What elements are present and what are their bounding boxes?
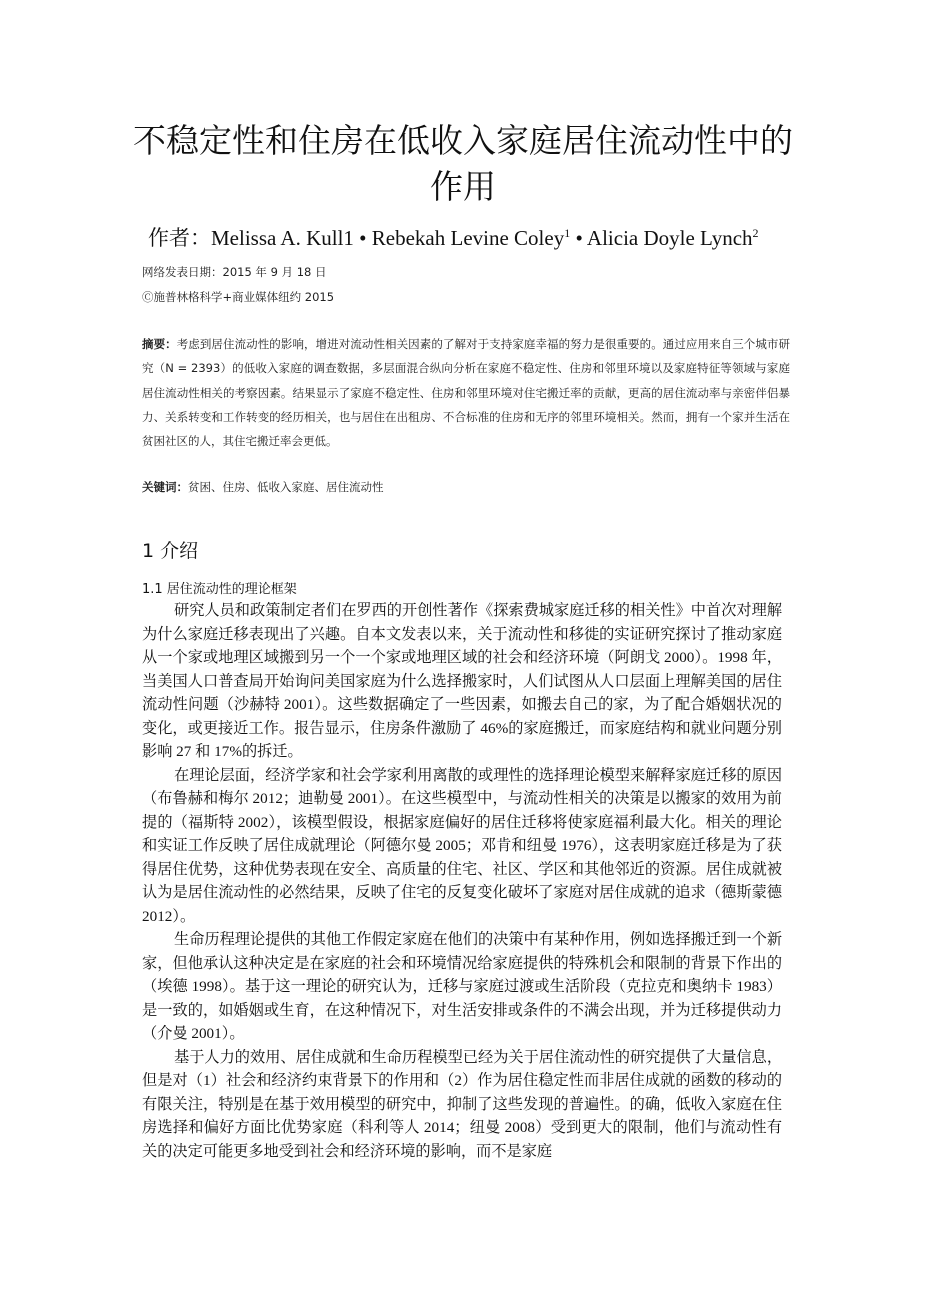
copyright-notice: Ⓒ施普林格科学+商业媒体纽约 2015 xyxy=(142,290,335,304)
publication-date: 网络发表日期：2015 年 9 月 18 日 xyxy=(142,265,327,279)
author-name: Alicia Doyle Lynch xyxy=(586,226,753,250)
abstract-text: 考虑到居住流动性的影响，增进对流动性相关因素的了解对于支持家庭幸福的努力是很重要的。通过应用来自三个城市研究（N = 2393）的低收入家庭的调查数据，多层面混合纵向分析在家庭不稳定性、住房和邻里环境以及家庭特征等领域与家庭居住流动性相关的考察因素。结果显示了家庭不稳定性、住房和邻里环境对住宅搬迁率的贡献，更高的居住流动率与亲密伴侣暴力、关系转变和工作转变的经历相关，也与居住在出租房、不合标准的住房和无序的邻里环境相关。然而，拥有一个家并生活在贫困社区的人，其住宅搬迁率会更低。 xyxy=(142,337,790,449)
body-text xyxy=(142,599,782,1163)
abstract xyxy=(142,332,790,453)
body-paragraph: 基于人力的效用、居住成就和生命历程模型已经为关于居住流动性的研究提供了大量信息，但是对（1）社会和经济约束背景下的作用和（2）作为居住稳定性而非居住成就的函数的移动的有限关注，特别是在基于效用模型的研究中，抑制了这些发现的普遍性。的确，低收入家庭在住房选择和偏好方面比优势家庭（科利等人 2014；纽曼 2008）受到更大的限制，他们与流动性有关的决定可能更多地受到社会和经济环境的影响，而不是家庭 xyxy=(142,1048,782,1160)
abstract-label: 摘要： xyxy=(142,337,177,351)
author-name: Rebekah Levine Coley xyxy=(371,226,565,250)
section-heading: 1 介绍 xyxy=(142,540,199,562)
keywords xyxy=(142,479,384,495)
author-line xyxy=(148,222,759,252)
author-separator: • xyxy=(570,226,587,250)
author-prefix: 作者： xyxy=(148,226,211,250)
affiliation-mark: 1 xyxy=(564,226,571,240)
author-separator: • xyxy=(353,226,372,250)
keywords-label: 关键词： xyxy=(142,480,188,494)
body-paragraph: 研究人员和政策制定者们在罗西的开创性著作《探索费城家庭迁移的相关性》中首次对理解为什么家庭迁移表现出了兴趣。自本文发表以来，关于流动性和移徙的实证研究探讨了推动家庭从一个家或地理区域搬到另一个一个家或地理区域的社会和经济环境（阿朗戈 2000）。1998 年，当美国人口普查局开始询问美国家庭为什么选择搬家时，人们试图从人口层面上理解美国的居住流动性问题（沙赫特 2001）。这些数据确定了一些因素，如搬去自己的家，为了配合婚姻状况的变化，或更接近工作。报告显示，住房条件激励了 46%的家庭搬迁，而家庭结构和就业问题分别影响 27 和 17%的拆迁。 xyxy=(142,602,782,760)
body-paragraph: 在理论层面，经济学家和社会学家利用离散的或理性的选择理论模型来解释家庭迁移的原因（布鲁赫和梅尔 2012；迪勒曼 2001）。在这些模型中，与流动性相关的决策是以搬家的效用为前提的（福斯特 2002），该模型假设，根据家庭偏好的居住迁移将使家庭福利最大化。相关的理论和实证工作反映了居住成就理论（阿德尔曼 2005；邓肯和纽曼 1976），这表明家庭迁移是为了获得居住优势，这种优势表现在安全、高质量的住宅、社区、学区和其他邻近的资源。居住成就被认为是居住流动性的必然结果，反映了住宅的反复变化破坏了家庭对居住成就的追求（德斯蒙德 2012）。 xyxy=(142,766,782,925)
keywords-text: 贫困、住房、低收入家庭、居住流动性 xyxy=(188,480,384,494)
body-paragraph: 生命历程理论提供的其他工作假定家庭在他们的决策中有某种作用，例如选择搬迁到一个新家，但他承认这种决定是在家庭的社会和环境情况给家庭提供的特殊机会和限制的背景下作出的（埃德 1998）。基于这一理论的研究认为，迁移与家庭过渡或生活阶段（克拉克和奥纳卡 1983）是一致的，如婚姻或生育，在这种情况下，对生活安排或条件的不满会出现，并为迁移提供动力（介曼 2001）。 xyxy=(142,931,782,1042)
author-name: Melissa A. Kull1 xyxy=(211,226,354,250)
affiliation-mark: 2 xyxy=(752,226,759,240)
paper-title: 不稳定性和住房在低收入家庭居住流动性中的作用 xyxy=(133,121,793,206)
subsection-heading: 1.1 居住流动性的理论框架 xyxy=(142,582,297,597)
